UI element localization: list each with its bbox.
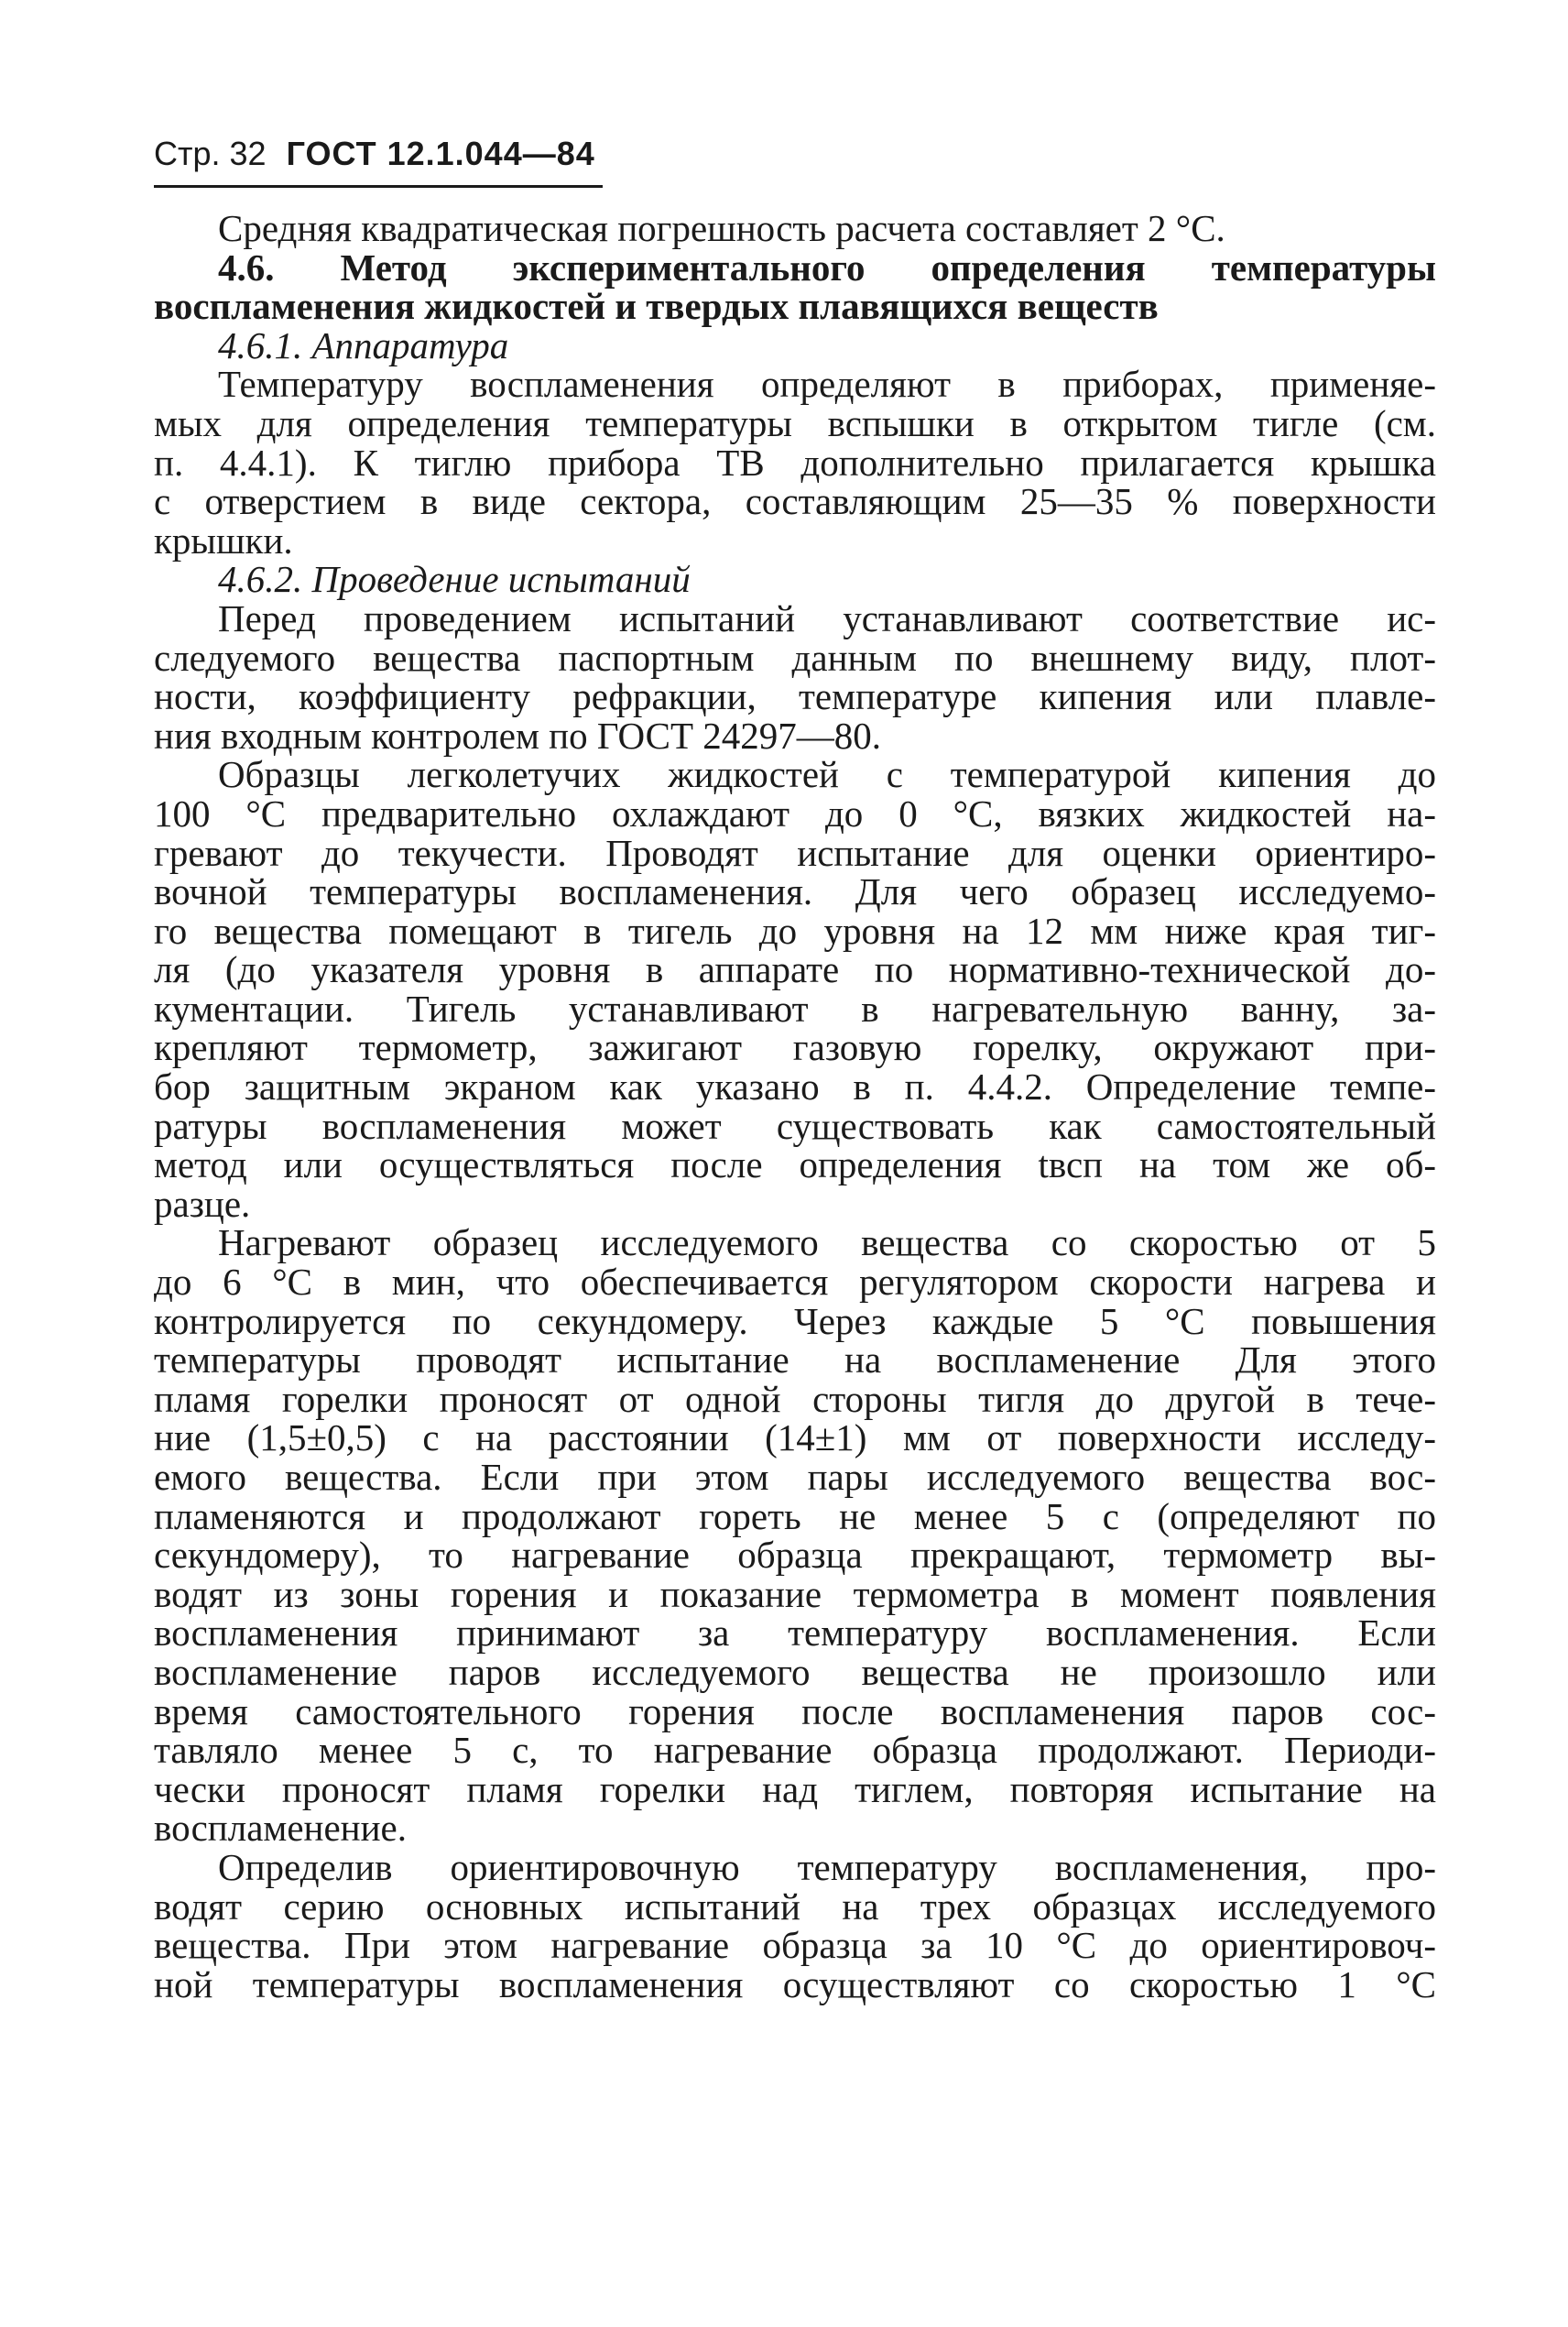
text-line: воспламенение. bbox=[154, 1807, 408, 1850]
text-line: крышки. bbox=[154, 519, 293, 562]
text-line: ля (до указателя уровня в аппарате по нормативно-технической до- bbox=[154, 948, 1436, 991]
text-line: ние (1,5±0,5) с на расстоянии (14±1) мм от поверхности исследу- bbox=[154, 1416, 1436, 1459]
text-line: разце. bbox=[154, 1182, 251, 1225]
text-line: го вещества помещают в тигель до уровня на 12 мм ниже края тиг- bbox=[154, 909, 1436, 952]
text-line: температуры проводят испытание на воспламенение Для этого bbox=[154, 1338, 1436, 1382]
text-line: секундомеру), то нагревание образца прекращают, термометр вы- bbox=[154, 1534, 1436, 1577]
text-line: водят из зоны горения и показание термометра в момент появления bbox=[154, 1572, 1436, 1615]
text-line: пламя горелки проносят от одной стороны тигля до другой в тече- bbox=[154, 1377, 1436, 1420]
text-line: Образцы легколетучих жидкостей с температурой кипения до bbox=[218, 753, 1436, 796]
section-heading: воспламенения жидкостей и твердых плавящихся веществ bbox=[154, 285, 1159, 328]
page-header bbox=[154, 126, 603, 181]
text-line: ния входным контролем по ГОСТ 24297—80. bbox=[154, 714, 882, 757]
text-line: метод или осуществляться после определения tвсп на том же об- bbox=[154, 1143, 1436, 1186]
text-line: 100 °С предварительно охлаждают до 0 °С, вязких жидкостей на- bbox=[154, 792, 1436, 835]
subsection-heading: 4.6.2. Проведение испытаний bbox=[218, 558, 691, 601]
text-line: вочной температуры воспламенения. Для чего образец исследуемо- bbox=[154, 870, 1436, 913]
section-heading: 4.6. Метод экспериментального определения температуры bbox=[218, 246, 1436, 289]
text-line: с отверстием в виде сектора, составляющим 25—35 % поверхности bbox=[154, 480, 1436, 523]
text-line: тавляло менее 5 с, то нагревание образца продолжают. Периоди- bbox=[154, 1729, 1436, 1772]
text-line: воспламенение паров исследуемого вещества не произошло или bbox=[154, 1650, 1436, 1693]
text-line: Определив ориентировочную температуру воспламенения, про- bbox=[218, 1845, 1436, 1888]
text-line: гревают до текучести. Проводят испытание для оценки ориентиро- bbox=[154, 831, 1436, 874]
text-line: Нагревают образец исследуемого вещества со скоростью от 5 bbox=[218, 1221, 1436, 1264]
text-line: Перед проведением испытаний устанавливают соответствие ис- bbox=[218, 596, 1436, 639]
standard-designation: ГОСТ 12.1.044—84 bbox=[286, 135, 595, 172]
subsection-heading: 4.6.1. Аппаратура bbox=[218, 323, 509, 366]
text-line: емого вещества. Если при этом пары исследуемого вещества вос- bbox=[154, 1456, 1436, 1498]
text-line: Средняя квадратическая погрешность расчета составляет 2 °С. bbox=[218, 207, 1225, 249]
text-line: п. 4.4.1). К тиглю прибора ТВ дополнительно прилагается крышка bbox=[154, 441, 1436, 484]
text-line: ной температуры воспламенения осуществляют со скоростью 1 °С bbox=[154, 1962, 1436, 2005]
text-line: время самостоятельного горения после воспламенения паров сос- bbox=[154, 1689, 1436, 1732]
text-line: крепляют термометр, зажигают газовую горелку, окружают при- bbox=[154, 1026, 1436, 1069]
header-rule bbox=[154, 185, 603, 188]
text-line: бор защитным экраном как указано в п. 4.4.2. Определение темпе- bbox=[154, 1065, 1436, 1109]
text-line: воспламенения принимают за температуру воспламенения. Если bbox=[154, 1611, 1436, 1655]
text-line: мых для определения температуры вспышки в открытом тигле (см. bbox=[154, 401, 1436, 444]
text-line: до 6 °С в мин, что обеспечивается регулятором скорости нагрева и bbox=[154, 1261, 1436, 1304]
text-line: Температуру воспламенения определяют в приборах, применяе- bbox=[218, 363, 1436, 406]
text-line: чески проносят пламя горелки над тиглем, повторяя испытание на bbox=[154, 1767, 1436, 1810]
document-body bbox=[154, 209, 1436, 2004]
text-line: следуемого вещества паспортным данным по внешнему виду, плот- bbox=[154, 636, 1436, 679]
text-line: вещества. При этом нагревание образца за 10 °С до ориентировоч- bbox=[154, 1924, 1436, 1967]
text-line: ратуры воспламенения может существовать как самостоятельный bbox=[154, 1104, 1436, 1147]
text-line: пламеняются и продолжают гореть не менее 5 с (определяют по bbox=[154, 1494, 1436, 1537]
text-line: контролируется по секундомеру. Через каждые 5 °С повышения bbox=[154, 1299, 1436, 1342]
text-line: водят серию основных испытаний на трех образцах исследуемого bbox=[154, 1885, 1436, 1928]
page-number: Стр. 32 bbox=[154, 135, 267, 172]
text-line: ности, коэффициенту рефракции, температуре кипения или плавле- bbox=[154, 675, 1436, 718]
text-line: кументации. Тигель устанавливают в нагревательную ванну, за- bbox=[154, 987, 1436, 1030]
